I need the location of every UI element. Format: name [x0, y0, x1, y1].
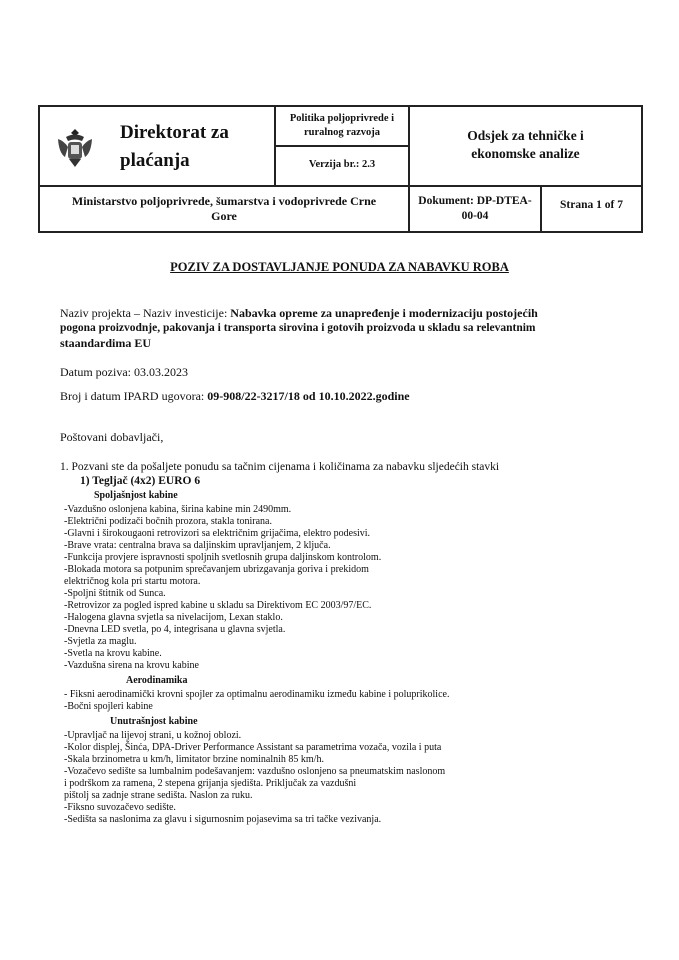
item-heading: 1) Tegljač (4x2) EURO 6	[80, 475, 201, 487]
ministry-text-2: Gore	[211, 209, 237, 223]
list-item: -Sedišta sa naslonima za glavu i sigurnosnim pojasevima sa tri tačke vezivanja.	[64, 814, 382, 825]
project-name-3: staandardima EU	[60, 336, 152, 350]
list-item: -Glavni i širokougaoni retrovizori sa električnim grijačima, elektro podesivi.	[64, 528, 371, 539]
project-paragraph	[60, 306, 640, 351]
doc-cell	[409, 186, 541, 232]
list-item: - Fiksni aerodinamički krovni spojler za optimalnu aerodinamiku između kabine i poluprikolice.	[64, 689, 450, 700]
section-heading-interior: Unutrašnjost kabine	[110, 716, 198, 727]
dept-text-2: ekonomske analize	[471, 146, 580, 161]
list-item: -Spoljni štitnik od Sunca.	[64, 588, 166, 599]
contract-value: 09-908/22-3217/18 od 10.10.2022.godine	[207, 389, 410, 403]
contract-label: Broj i datum IPARD ugovora:	[60, 389, 208, 403]
list-item: -Upravljač na lijevoj strani, u kožnoj oblozi.	[64, 730, 242, 741]
dept-text: Odsjek za tehničke i	[467, 128, 584, 143]
greeting: Poštovani dobavljači,	[60, 430, 164, 444]
list-item: električnog kola pri startu motora.	[64, 576, 201, 587]
doc-text-2: 00-04	[461, 210, 489, 222]
ministry-cell	[39, 186, 409, 232]
list-item: -Svetla na krovu kabine.	[64, 648, 162, 659]
document-title: POZIV ZA DOSTAVLJANJE PONUDA ZA NABAVKU ROBA	[170, 260, 509, 274]
doc-text: Dokument: DP-DTEA-	[418, 195, 532, 207]
policy-text: Politika poljoprivrede i	[289, 113, 395, 124]
section-heading-aerodynamics: Aerodinamika	[126, 675, 188, 686]
list-item: -Halogena glavna svjetla sa nivelacijom, Lexan staklo.	[64, 612, 283, 623]
invitation-date: Datum poziva: 03.03.2023	[60, 365, 188, 379]
list-item: i podrškom za ramena, 2 stepena grijanja sjedišta. Priključak za vazdušni	[64, 778, 357, 789]
version: Verzija br.: 2.3	[308, 159, 376, 170]
list-item: -Kolor displej, Šinća, DPA-Driver Performance Assistant sa parametrima vozača, vozila i puta	[64, 742, 442, 753]
project-name-2: pogona proizvodnje, pakovanja i transporta sirovina i gotovih proizvoda u skladu sa relevantnim	[60, 322, 536, 334]
list-item: -Funkcija provjere ispravnosti spoljnih svetlosnih grupa daljinskom kontrolom.	[64, 552, 382, 563]
version-cell	[275, 146, 409, 186]
list-item: -Vazdušno oslonjena kabina, širina kabine min 2490mm.	[64, 504, 292, 515]
list-item: -Vazdušna sirena na krovu kabine	[64, 660, 199, 671]
project-label: Naziv projekta – Naziv investicije:	[60, 306, 231, 320]
list-item: -Dnevna LED svetla, po 4, integrisana u glavna svjetla.	[64, 624, 286, 635]
list-item: -Brave vrata: centralna brava sa daljinskim upravljanjem, 2 ključa.	[64, 540, 331, 551]
list-item: -Vozačevo sedište sa lumbalnim podešavanjem: vazdušno oslonjeno sa pneumatskim naslonom	[64, 766, 446, 777]
list-item: -Retrovizor za pogled ispred kabine u skladu sa Direktivom EC 2003/97/EC.	[64, 600, 372, 611]
list-item: -Bočni spojleri kabine	[64, 701, 153, 712]
list-item: -Električni podizači bočnih prozora, stakla tonirana.	[64, 516, 272, 527]
page-cell	[541, 186, 642, 232]
list-item: -Blokada motora sa potpunim sprečavanjem ubrizgavanja goriva i prekidom	[64, 564, 369, 575]
policy-cell	[275, 106, 409, 146]
section-heading-exterior: Spoljašnjost kabine	[94, 490, 178, 501]
ministry-text: Ministarstvo poljoprivrede, šumarstva i vodoprivrede Crne	[71, 194, 377, 208]
intro-paragraph: 1. Pozvani ste da pošaljete ponudu sa tačnim cijenama i količinama za nabavku sljedećih stavki	[60, 461, 500, 473]
list-item: -Fiksno suvozačevo sedište.	[64, 802, 176, 813]
contract-line	[60, 389, 410, 404]
page-number: Strana 1 of 7	[560, 199, 623, 211]
org-name: Direktorat za plaćanja	[120, 122, 229, 171]
policy-text-2: ruralnog razvoja	[303, 127, 381, 138]
project-name: Nabavka opreme za unapređenje i modernizaciju postojećih	[230, 306, 538, 320]
list-item: pištolj sa zadnje strane sedišta. Naslon za ruku.	[64, 790, 253, 801]
list-item: -Svjetla za maglu.	[64, 636, 137, 647]
coat-of-arms-logo	[56, 125, 94, 171]
org-cell	[39, 106, 275, 186]
list-item: -Skala brzinometra u km/h, limitator brzine nominalnih 85 km/h.	[64, 754, 324, 765]
header-table	[38, 105, 643, 233]
dept-cell	[409, 106, 642, 186]
